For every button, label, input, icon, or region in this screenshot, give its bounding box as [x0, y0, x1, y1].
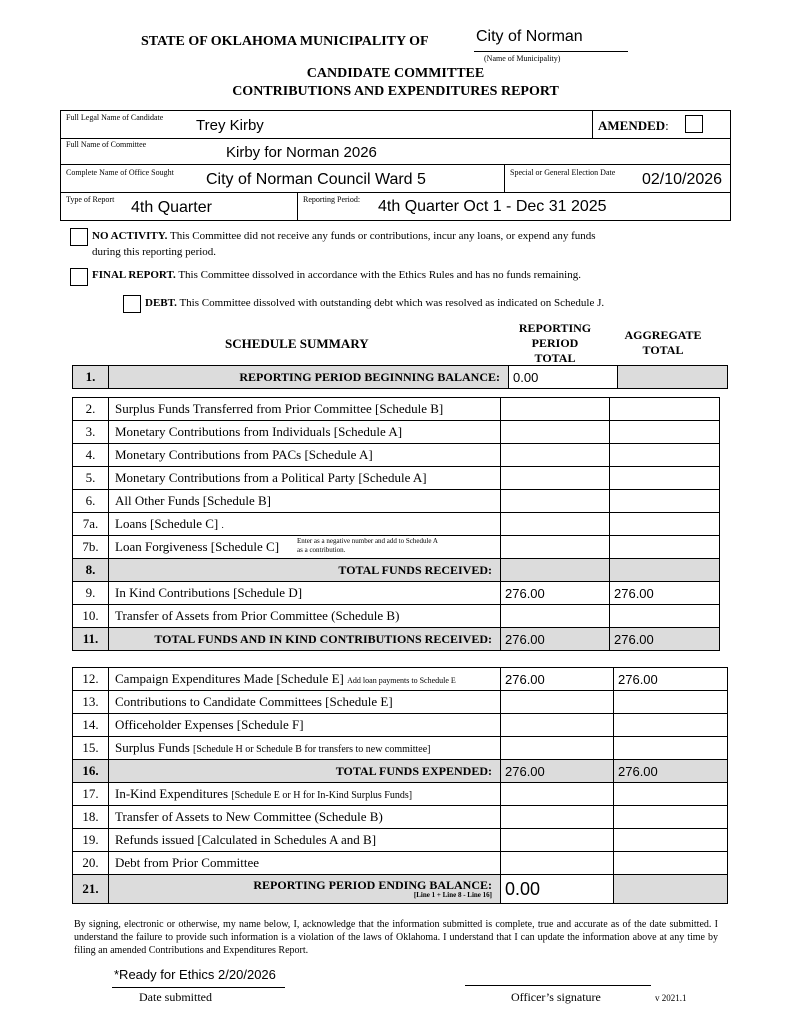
row-17-label-cell — [109, 783, 501, 806]
row-7a-period[interactable] — [501, 513, 610, 536]
row-15 — [73, 737, 728, 760]
row-20-agg[interactable] — [614, 852, 728, 875]
row-11-agg[interactable]: 276.00 — [610, 628, 720, 651]
municipality-caption: (Name of Municipality) — [484, 54, 561, 63]
amended-label: AMENDED: — [598, 118, 669, 133]
row-3-period[interactable] — [501, 421, 610, 444]
row-21-num: 21. — [73, 875, 109, 904]
row-12-label: Campaign Expenditures Made [Schedule E] — [115, 671, 344, 686]
row-7b-label-cell — [109, 536, 501, 559]
row-21-label: REPORTING PERIOD ENDING BALANCE: — [253, 877, 492, 892]
funds-expended-table — [72, 667, 728, 904]
committee-label: Full Name of Committee — [66, 140, 147, 149]
row-4-label: Monetary Contributions from PACs [Schedule A] — [109, 444, 501, 467]
row-7a-label-cell — [109, 513, 501, 536]
row-7b-num: 7b. — [73, 536, 109, 559]
row-1-num: 1. — [73, 366, 109, 389]
election-label: Special or General Election Date — [510, 168, 616, 177]
row-19-agg[interactable] — [614, 829, 728, 852]
row-10-period[interactable] — [501, 605, 610, 628]
row-13-agg[interactable] — [614, 691, 728, 714]
schedule-summary-title: SCHEDULE SUMMARY — [225, 336, 369, 351]
row-19-label: Refunds issued [Calculated in Schedules A and B] — [109, 829, 501, 852]
info-divider-1 — [60, 138, 731, 139]
row-21 — [73, 875, 728, 904]
row-10-agg[interactable] — [610, 605, 720, 628]
row-10-num: 10. — [73, 605, 109, 628]
row-18 — [73, 806, 728, 829]
row-9-label: In Kind Contributions [Schedule D] — [109, 582, 501, 605]
report-title-2: CONTRIBUTIONS AND EXPENDITURES REPORT — [232, 84, 559, 99]
state-title: STATE OF OKLAHOMA MUNICIPALITY OF — [141, 34, 429, 49]
row-11 — [73, 628, 720, 651]
row-2 — [73, 398, 720, 421]
debt-checkbox[interactable] — [123, 295, 141, 313]
election-value[interactable]: 02/10/2026 — [642, 171, 723, 188]
row-8-period[interactable] — [501, 559, 610, 582]
no-activity-checkbox[interactable] — [70, 228, 88, 246]
row-5-label: Monetary Contributions from a Political Party [Schedule A] — [109, 467, 501, 490]
row-12-label-cell — [109, 668, 501, 691]
version-label: v 2021.1 — [655, 993, 687, 1003]
row-21-label-cell — [109, 875, 501, 904]
row-6 — [73, 490, 720, 513]
candidate-label: Full Legal Name of Candidate — [66, 113, 164, 122]
row-2-period[interactable] — [501, 398, 610, 421]
row-1 — [73, 366, 728, 389]
row-11-label: TOTAL FUNDS AND IN KIND CONTRIBUTIONS RECEIVED: — [109, 628, 501, 651]
row-7a-agg[interactable] — [610, 513, 720, 536]
row-9 — [73, 582, 720, 605]
election-divider — [504, 164, 505, 192]
row-16 — [73, 760, 728, 783]
no-activity-text: NO ACTIVITY. This Committee did not receive any funds or contributions, incur any loans, or expend any funds during this reporting period. — [92, 230, 596, 258]
aggregate-total-header: AGGREGATE TOTAL — [624, 328, 702, 357]
row-12 — [73, 668, 728, 691]
type-value[interactable]: 4th Quarter — [131, 199, 212, 216]
row-4-period[interactable] — [501, 444, 610, 467]
row-14-label: Officeholder Expenses [Schedule F] — [109, 714, 501, 737]
row-6-agg[interactable] — [610, 490, 720, 513]
row-10 — [73, 605, 720, 628]
row-21-agg[interactable] — [614, 875, 728, 904]
row-10-label: Transfer of Assets from Prior Committee (Schedule B) — [109, 605, 501, 628]
row-1-label: REPORTING PERIOD BEGINNING BALANCE: — [109, 366, 509, 389]
row-13 — [73, 691, 728, 714]
row-11-num: 11. — [73, 628, 109, 651]
row-21-period[interactable]: 0.00 — [501, 875, 614, 904]
row-11-period[interactable]: 276.00 — [501, 628, 610, 651]
row-17-num: 17. — [73, 783, 109, 806]
row-18-label: Transfer of Assets to New Committee (Schedule B) — [109, 806, 501, 829]
info-divider-3 — [60, 192, 731, 193]
row-13-num: 13. — [73, 691, 109, 714]
row-13-label: Contributions to Candidate Committees [Schedule E] — [109, 691, 501, 714]
period-divider — [297, 192, 298, 221]
candidate-value[interactable]: Trey Kirby — [196, 117, 264, 134]
row-14 — [73, 714, 728, 737]
row-16-agg[interactable]: 276.00 — [614, 760, 728, 783]
row-8-label: TOTAL FUNDS RECEIVED: — [109, 559, 501, 582]
row-21-note: [Line 1 + Line 8 - Line 16] — [413, 890, 492, 899]
row-8 — [73, 559, 720, 582]
period-value[interactable]: 4th Quarter Oct 1 - Dec 31 2025 — [378, 198, 607, 215]
date-submitted-value[interactable]: *Ready for Ethics 2/20/2026 — [114, 967, 276, 982]
row-20-label: Debt from Prior Committee — [109, 852, 501, 875]
row-1-agg[interactable] — [618, 366, 728, 389]
acknowledgement-text: By signing, electronic or otherwise, my name below, I, acknowledge that the information submitted is complete, true and accurate as of the date submitted. I understand the failure to provide such information is a violation of the laws of Oklahoma. I understand that I can update the information above at any time by filing an amended Contributions and Expenditures Report. — [74, 919, 718, 956]
row-14-agg[interactable] — [614, 714, 728, 737]
row-6-num: 6. — [73, 490, 109, 513]
municipality-underline — [474, 51, 628, 52]
report-title-1: CANDIDATE COMMITTEE — [306, 66, 485, 81]
row-7b-period[interactable] — [501, 536, 610, 559]
row-5-period[interactable] — [501, 467, 610, 490]
row-12-agg[interactable]: 276.00 — [614, 668, 728, 691]
row-17-note: [Schedule E or H for In-Kind Surplus Funds] — [231, 790, 413, 801]
row-17-period[interactable] — [501, 783, 614, 806]
row-19-num: 19. — [73, 829, 109, 852]
office-value[interactable]: City of Norman Council Ward 5 — [206, 171, 426, 188]
municipality-value[interactable]: City of Norman — [476, 28, 583, 45]
row-17 — [73, 783, 728, 806]
row-12-num: 12. — [73, 668, 109, 691]
row-3-label: Monetary Contributions from Individuals [Schedule A] — [109, 421, 501, 444]
row-14-num: 14. — [73, 714, 109, 737]
row-8-agg[interactable] — [610, 559, 720, 582]
row-7a-label: Loans [Schedule C] — [115, 516, 219, 531]
row-12-note: Add loan payments to Schedule E — [347, 676, 456, 685]
funds-received-table — [72, 397, 720, 651]
row-8-num: 8. — [73, 559, 109, 582]
row-7a-num: 7a. — [73, 513, 109, 536]
beginning-balance-table — [72, 365, 728, 389]
row-5-num: 5. — [73, 467, 109, 490]
row-7b-note: Enter as a negative number and add to Schedule A as a contribution. — [297, 537, 438, 554]
debt-text: DEBT. This Committee dissolved with outstanding debt which was resolved as indicated on Schedule J. — [145, 297, 605, 309]
row-20 — [73, 852, 728, 875]
row-15-label: Surplus Funds — [115, 740, 190, 755]
type-label: Type of Report — [66, 195, 115, 204]
date-underline — [112, 987, 285, 988]
row-5-agg[interactable] — [610, 467, 720, 490]
row-7b — [73, 536, 720, 559]
row-4-num: 4. — [73, 444, 109, 467]
row-7a-dot: . — [221, 520, 224, 530]
row-2-label: Surplus Funds Transferred from Prior Committee [Schedule B] — [109, 398, 501, 421]
row-4-agg[interactable] — [610, 444, 720, 467]
row-2-num: 2. — [73, 398, 109, 421]
row-15-num: 15. — [73, 737, 109, 760]
row-1-period[interactable]: 0.00 — [509, 366, 618, 389]
row-6-label: All Other Funds [Schedule B] — [109, 490, 501, 513]
reporting-period-total-header: REPORTING PERIOD TOTAL — [518, 321, 592, 365]
row-12-period[interactable]: 276.00 — [501, 668, 614, 691]
row-19 — [73, 829, 728, 852]
date-submitted-label: Date submitted — [139, 990, 212, 1004]
row-15-label-cell — [109, 737, 501, 760]
row-15-note: [Schedule H or Schedule B for transfers to new committee] — [193, 744, 431, 755]
final-report-text: FINAL REPORT. This Committee dissolved in accordance with the Ethics Rules and has no funds remaining. — [92, 269, 581, 281]
office-label: Complete Name of Office Sought — [66, 168, 174, 177]
row-15-agg[interactable] — [614, 737, 728, 760]
committee-value[interactable]: Kirby for Norman 2026 — [226, 144, 377, 161]
row-7b-label: Loan Forgiveness [Schedule C] — [115, 539, 280, 554]
row-20-num: 20. — [73, 852, 109, 875]
row-18-num: 18. — [73, 806, 109, 829]
row-16-period[interactable]: 276.00 — [501, 760, 614, 783]
info-divider-2 — [60, 164, 731, 165]
row-14-period[interactable] — [501, 714, 614, 737]
row-6-period[interactable] — [501, 490, 610, 513]
row-7a — [73, 513, 720, 536]
row-17-label: In-Kind Expenditures — [115, 786, 229, 801]
row-20-period[interactable] — [501, 852, 614, 875]
row-9-num: 9. — [73, 582, 109, 605]
row-5 — [73, 467, 720, 490]
row-15-period[interactable] — [501, 737, 614, 760]
row-3-agg[interactable] — [610, 421, 720, 444]
final-report-checkbox[interactable] — [70, 268, 88, 286]
row-16-label: TOTAL FUNDS EXPENDED: — [109, 760, 501, 783]
row-3 — [73, 421, 720, 444]
officer-signature-label: Officer’s signature — [511, 990, 601, 1004]
row-19-period[interactable] — [501, 829, 614, 852]
amended-divider — [592, 110, 593, 138]
signature-line[interactable] — [465, 985, 651, 986]
amended-checkbox[interactable] — [685, 115, 703, 133]
row-9-period[interactable]: 276.00 — [501, 582, 610, 605]
row-2-agg[interactable] — [610, 398, 720, 421]
row-13-period[interactable] — [501, 691, 614, 714]
row-18-agg[interactable] — [614, 806, 728, 829]
row-7b-agg[interactable] — [610, 536, 720, 559]
row-9-agg[interactable]: 276.00 — [610, 582, 720, 605]
period-label: Reporting Period: — [303, 195, 361, 204]
row-16-num: 16. — [73, 760, 109, 783]
row-3-num: 3. — [73, 421, 109, 444]
row-18-period[interactable] — [501, 806, 614, 829]
row-4 — [73, 444, 720, 467]
row-17-agg[interactable] — [614, 783, 728, 806]
